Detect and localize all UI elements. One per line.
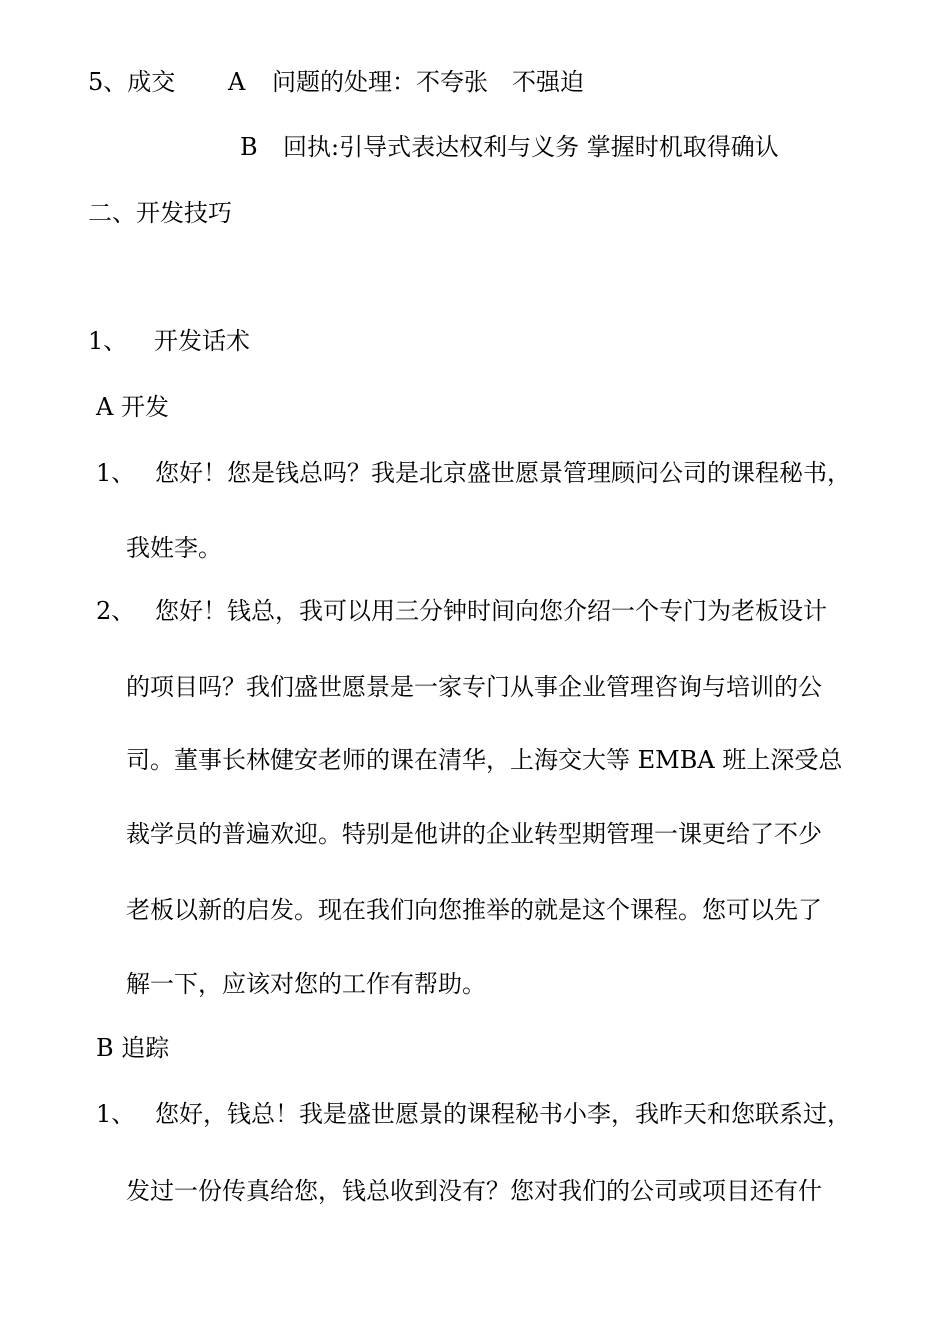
part-a-item-2-line-3: 司。董事长林健安老师的课在清华，上海交大等 EMBA 班上深受总: [126, 746, 843, 774]
part-b-item-1-line-2: 发过一份传真给您，钱总收到没有？您对我们的公司或项目还有什: [126, 1177, 822, 1205]
section-5-b-text: 回执:引导式表达权利与义务 掌握时机取得确认: [283, 133, 779, 161]
section-5-b-label: B: [240, 133, 258, 161]
part-b-item-1-line-1: 您好，钱总！我是盛世愿景的课程秘书小李，我昨天和您联系过，: [155, 1100, 851, 1128]
section-5-a-label: A: [228, 68, 246, 96]
part-a-item-2-line-2: 的项目吗？我们盛世愿景是一家专门从事企业管理咨询与培训的公: [126, 673, 822, 701]
part-a-item-2-line-1: 您好！钱总，我可以用三分钟时间向您介绍一个专门为老板设计: [155, 597, 827, 625]
part-a-heading: A 开发: [96, 393, 169, 421]
part-a-item-2-number: 2、: [96, 597, 136, 625]
part-a-item-2-line-6: 解一下，应该对您的工作有帮助。: [126, 970, 486, 998]
section-5-number: 5、成交: [88, 68, 176, 96]
subsection-1-title: 开发话术: [154, 327, 250, 355]
subsection-1-number: 1、: [88, 327, 128, 355]
section-5-a-text: 问题的处理：不夸张 不强迫: [272, 68, 584, 96]
part-a-item-1-number: 1、: [96, 459, 136, 487]
part-a-item-2-line-4: 裁学员的普遍欢迎。特别是他讲的企业转型期管理一课更给了不少: [126, 820, 822, 848]
part-a-item-1-line-1: 您好！您是钱总吗？我是北京盛世愿景管理顾问公司的课程秘书，: [155, 459, 851, 487]
part-a-item-1-line-2: 我姓李。: [126, 534, 222, 562]
section-2-heading: 二、开发技巧: [88, 199, 232, 227]
part-a-item-2-line-5: 老板以新的启发。现在我们向您推举的就是这个课程。您可以先了: [126, 896, 822, 924]
part-b-heading: B 追踪: [96, 1034, 170, 1062]
part-b-item-1-number: 1、: [96, 1100, 136, 1128]
